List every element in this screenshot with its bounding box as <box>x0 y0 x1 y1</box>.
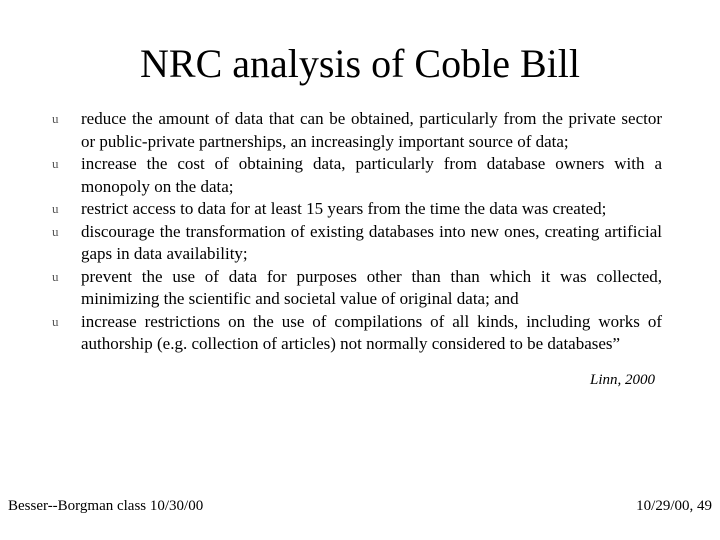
list-item <box>52 221 662 266</box>
bullet-text: increase restrictions on the use of compilations of all kinds, including works of authorship (e.g. collection of articles) not normally considered to be databases” <box>81 311 662 353</box>
bullet-marker-icon: u <box>52 201 59 216</box>
bullet-marker-icon: u <box>52 111 59 126</box>
list-item <box>52 153 662 198</box>
bullet-text: reduce the amount of data that can be obtained, particularly from the private sector or public-private partnerships, an increasingly important source of data; <box>81 109 662 151</box>
bullet-text: prevent the use of data for purposes other than than which it was collected, minimizing the scientific and societal value of original data; and <box>81 266 662 308</box>
bullet-marker-icon: u <box>52 313 59 329</box>
footer-course-label: Besser--Borgman class 10/30/00 <box>8 498 204 514</box>
slide-title: NRC analysis of Coble Bill <box>140 41 580 86</box>
bullet-text: increase the cost of obtaining data, particularly from database owners with a monopoly on the data; <box>81 154 662 196</box>
bullet-marker-icon: u <box>52 156 59 171</box>
list-item <box>52 311 662 356</box>
bullet-marker-icon: u <box>52 268 59 284</box>
bullet-marker-icon: u <box>52 223 59 239</box>
citation: Linn, 2000 <box>589 372 655 388</box>
bullet-text: discourage the transformation of existing databases into new ones, creating artificial gaps in data availability; <box>81 221 662 263</box>
list-item <box>52 108 662 153</box>
list-item <box>52 266 662 311</box>
list-item <box>52 198 662 221</box>
footer-date-page: 10/29/00, 49 <box>636 498 712 514</box>
bullet-text: restrict access to data for at least 15 years from the time the data was created; <box>81 199 607 218</box>
bullet-list <box>52 108 662 356</box>
